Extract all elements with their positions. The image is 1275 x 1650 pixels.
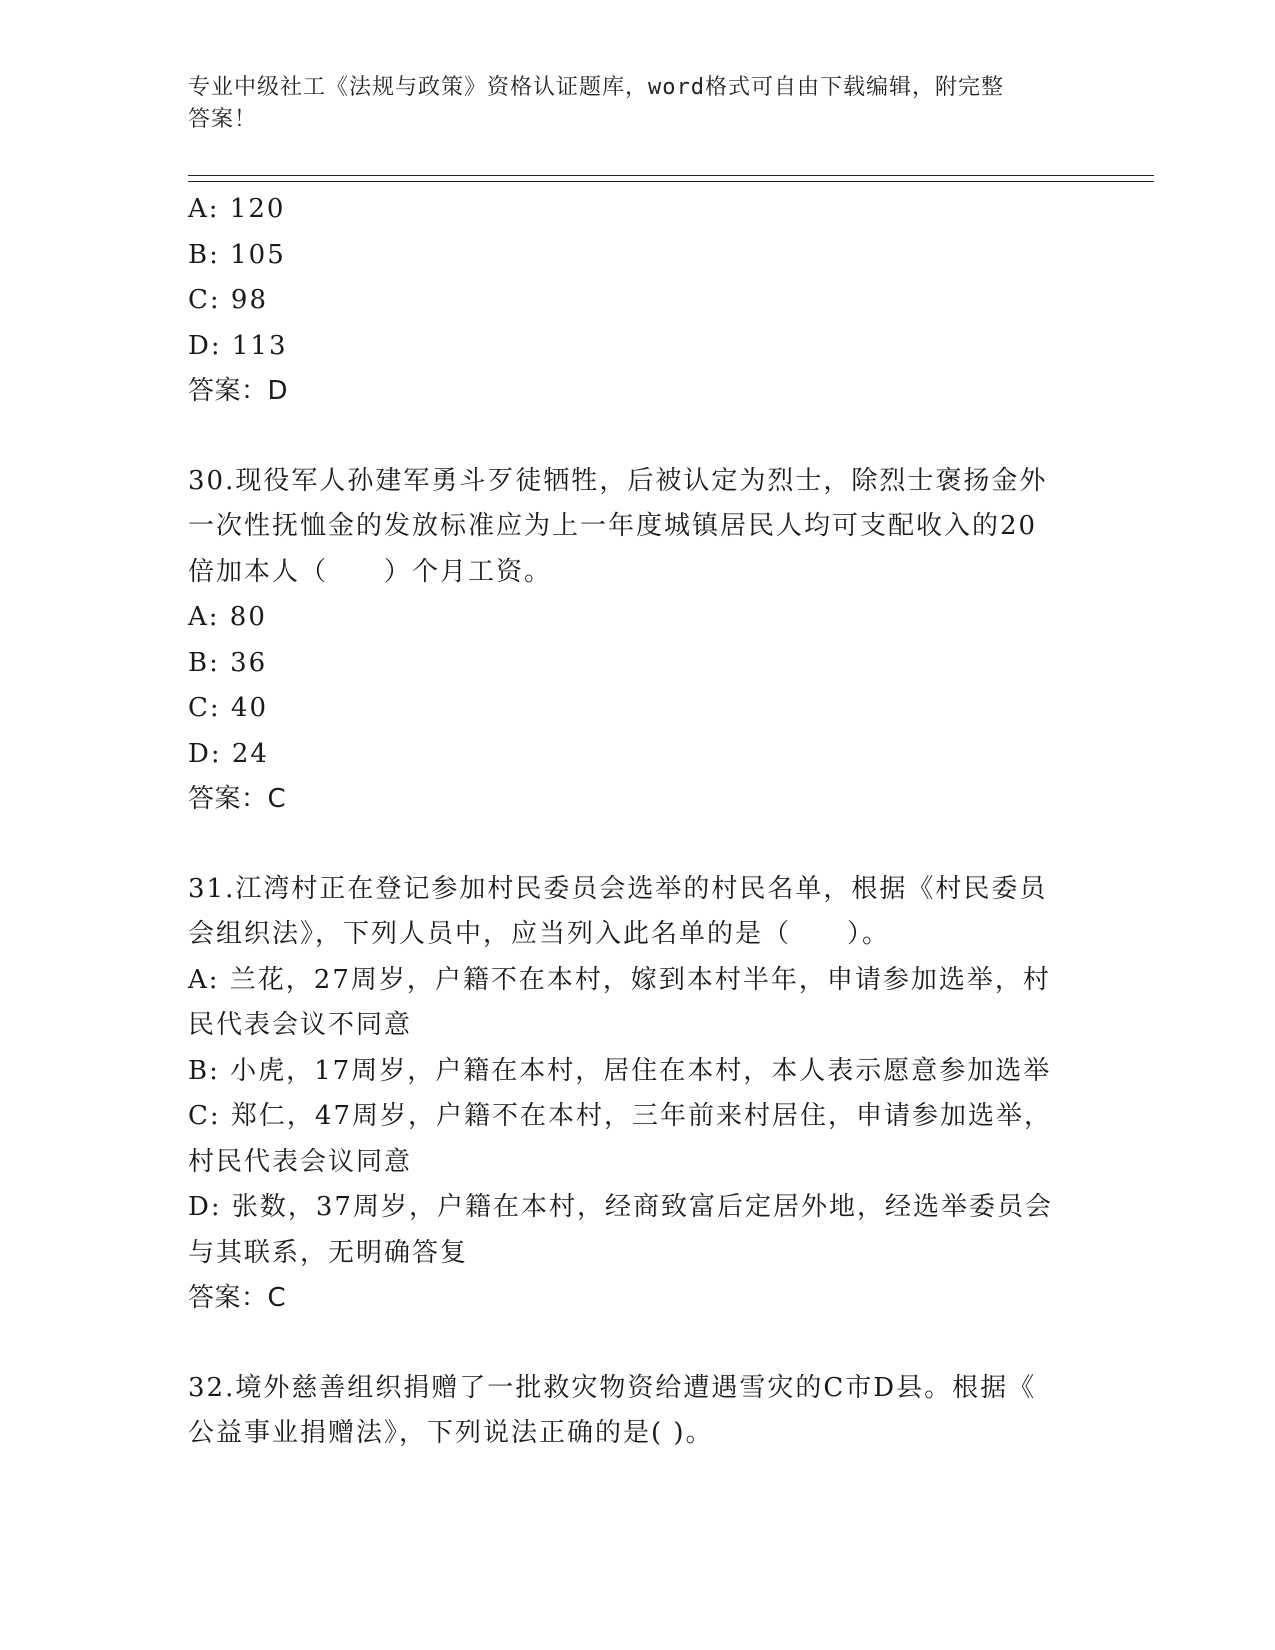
question-content [188,187,1088,1457]
header-line-2: 答案！ [188,107,258,132]
question-32 [188,1366,1088,1457]
option-c: C: 40 [188,693,269,723]
option-b: B: 36 [188,647,268,678]
option-c: C: 郑仁，47周岁，户籍不在本村，三年前来村居住，申请参加选举， [188,1101,1053,1131]
option-a: A: 80 [188,602,267,632]
header-divider-bottom [188,181,1154,182]
spacer [188,823,1088,867]
option-c-continued: 村民代表会议同意 [188,1146,413,1177]
answer-line: 答案：C [188,1283,287,1313]
header-divider-top [188,175,1154,176]
question-31 [188,867,1088,1322]
question-stem-line: 会组织法》，下列人员中，应当列入此名单的是（ ）。 [188,919,891,949]
answer-line: 答案：D [188,376,289,406]
option-a-continued: 民代表会议不同意 [188,1010,413,1040]
question-stem-line: 31.江湾村正在登记参加村民委员会选举的村民名单，根据《村民委员 [188,873,1048,904]
option-d-continued: 与其联系，无明确答复 [188,1237,469,1268]
spacer [188,415,1088,459]
page-header [188,72,1068,136]
option-b: B: 105 [188,239,286,270]
answer-line: 答案：C [188,784,287,814]
option-d: D: 113 [188,330,288,361]
spacer [188,1322,1088,1366]
option-d: D: 24 [188,738,269,769]
question-stem-line: 32.境外慈善组织捐赠了一批救灾物资给遭遇雪灾的C市D县。根据《 [188,1372,1037,1403]
question-30 [188,459,1088,823]
option-d: D: 张数，37周岁，户籍在本村，经商致富后定居外地，经选举委员会 [188,1192,1053,1222]
option-b: B: 小虎，17周岁，户籍在本村，居住在本村，本人表示愿意参加选举 [188,1055,1052,1086]
question-stem-line: 公益事业捐赠法》，下列说法正确的是( )。 [188,1418,714,1448]
question-stem-line: 一次性抚恤金的发放标准应为上一年度城镇居民人均可支配收入的20 [188,511,1038,541]
question-stem-line: 30.现役军人孙建军勇斗歹徒牺牲，后被认定为烈士，除烈士褒扬金外 [188,465,1048,496]
option-a: A: 120 [188,194,286,224]
option-a: A: 兰花，27周岁，户籍不在本村，嫁到本村半年，申请参加选举，村 [188,964,1051,995]
question-29 [188,187,1088,415]
header-line-1: 专业中级社工《法规与政策》资格认证题库，word格式可自由下载编辑，附完整 [188,75,1004,100]
question-stem-line: 倍加本人（ ）个月工资。 [188,556,553,587]
option-c: C: 98 [188,285,269,315]
